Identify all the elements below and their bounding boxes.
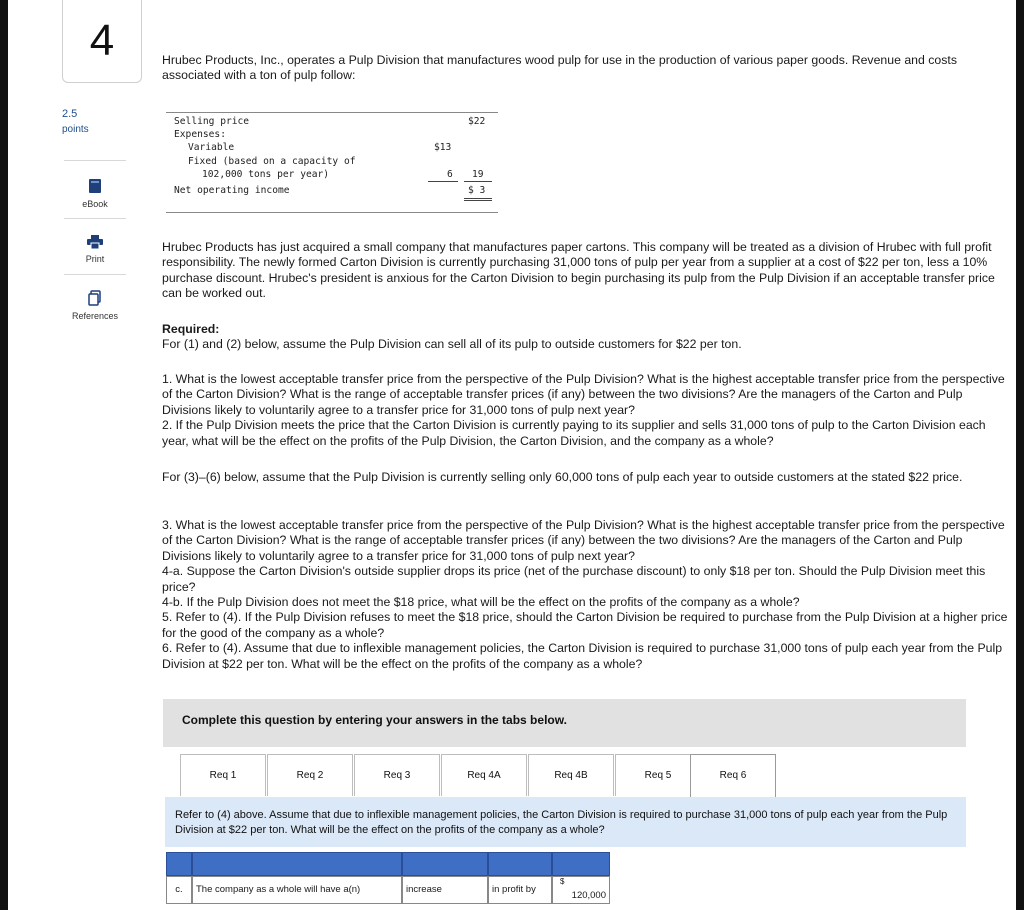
selling-price-label: Selling price — [174, 116, 250, 127]
subtotal-rule — [464, 181, 492, 182]
fixed-label-line2: 102,000 tons per year) — [202, 169, 330, 180]
question-5: 5. Refer to (4). If the Pulp Division refuses to meet the $18 price, should the Carton Division be required to purchase from the Pulp Division at a higher price for the good of the company as a whole? — [162, 610, 1008, 640]
required-intro-2: For (3)–(6) below, assume that the Pulp Division is currently selling only 60,000 tons of pulp each year to outside customers at the stated $22 price. — [162, 470, 963, 484]
net-income-label: Net operating income — [174, 185, 290, 196]
tab-req-4b[interactable]: Req 4B — [528, 754, 614, 796]
amount-input[interactable] — [552, 876, 610, 904]
subtotal-rule — [428, 181, 458, 182]
fixed-value: 6 — [447, 169, 453, 180]
required-title: Required: — [162, 322, 220, 336]
references-icon — [88, 290, 102, 306]
total-expenses-value: 19 — [472, 169, 484, 180]
tab-req-2[interactable]: Req 2 — [267, 754, 353, 796]
sidebar-divider — [64, 274, 126, 275]
print-button[interactable] — [64, 235, 126, 264]
points-value: 2.5 — [62, 108, 78, 120]
tab-req-5[interactable]: Req 5 — [615, 754, 701, 796]
questions-part1 — [162, 372, 1012, 449]
header-cell — [552, 852, 610, 876]
questions-part2 — [162, 518, 1012, 672]
answer-row-label: c. — [166, 876, 192, 904]
ebook-button[interactable] — [64, 178, 126, 209]
question-4b: 4-b. If the Pulp Division does not meet the $18 price, what will be the effect on the profits of the company as a whole? — [162, 595, 800, 610]
tab-req-4a[interactable]: Req 4A — [441, 754, 527, 796]
selling-price-value: $22 — [468, 116, 486, 127]
scenario-text: Hrubec Products has just acquired a small company that manufactures paper cartons. This company will be treated as a division of Hrubec with full profit responsibility. The newly formed Carton Division is currently purchasing 31,000 tons of pulp per year from a supplier at a cost of $22 per ton, less a 10% purchase discount. Hrubec's president is anxious for the Carton Division to begin purchasing its pulp from the Pulp Division if an acceptable transfer price can be worked out. — [162, 240, 995, 301]
required-intro: For (1) and (2) below, assume the Pulp Division can sell all of its pulp to outside customers for $22 per ton. — [162, 337, 742, 352]
header-cell — [402, 852, 488, 876]
required-section — [162, 322, 1012, 353]
question-2: 2. If the Pulp Division meets the price that the Carton Division is currently paying to its supplier and sells 31,000 tons of pulp to the Carton Division each year, what will be the effect on the profits of the Pulp Division, the Carton Division, and the company as a whole? — [162, 418, 986, 448]
header-cell — [192, 852, 402, 876]
financial-table — [166, 112, 498, 213]
total-double-rule — [464, 198, 492, 199]
question-1: 1. What is the lowest acceptable transfer price from the perspective of the Pulp Division? What is the highest acceptable transfer price from the perspective of the Carton Division? What is the range of acceptable transfer prices (if any) between the two divisions? Are the managers of the Carton and Pulp Divisions likely to voluntarily agree to a transfer price for 31,000 tons of pulp next year? — [162, 372, 1005, 417]
tab-req-1[interactable]: Req 1 — [180, 754, 266, 796]
variable-value: $13 — [434, 142, 452, 153]
amount-value: 120,000 — [571, 890, 606, 901]
answer-statement: The company as a whole will have a(n) — [192, 876, 402, 904]
tab-req-3[interactable]: Req 3 — [354, 754, 440, 796]
sidebar-divider — [64, 160, 126, 161]
question-3: 3. What is the lowest acceptable transfer price from the perspective of the Pulp Division? What is the highest acceptable transfer price from the perspective of the Carton Division? What is the range of acceptable transfer prices (if any) between the two divisions? Are the managers of the Carton and Pulp Divisions likely to voluntarily agree to a transfer price for 31,000 tons of pulp next year? — [162, 518, 1005, 563]
total-double-rule — [464, 200, 492, 201]
expenses-label: Expenses: — [174, 129, 226, 140]
instructions-text: Complete this question by entering your answers in the tabs below. — [182, 713, 567, 727]
print-label: Print — [85, 254, 105, 264]
header-cell — [166, 852, 192, 876]
answer-table-header — [166, 852, 610, 878]
question-6: 6. Refer to (4). Assume that due to inflexible management policies, the Carton Division is required to purchase 31,000 tons of pulp each year from the Pulp Division at $22 per ton. What will be the effect on the profits of the company as a whole? — [162, 641, 1003, 671]
ebook-label: eBook — [82, 199, 108, 209]
right-frame-edge — [1016, 0, 1024, 910]
variable-label: Variable — [188, 142, 235, 153]
question-number: 4 — [62, 0, 142, 83]
currency-symbol: $ — [560, 877, 565, 886]
header-cell — [488, 852, 552, 876]
tab-prompt-panel — [165, 797, 966, 847]
table-top-rule — [166, 112, 498, 113]
printer-icon — [87, 235, 103, 249]
tab-prompt-text: Refer to (4) above. Assume that due to inflexible management policies, the Carton Division is required to purchase 31,000 tons of pulp each year from the Pulp Division at $22 per ton. What will be the effect on the profits of the company as a whole? — [175, 809, 948, 836]
references-label: References — [71, 311, 119, 321]
tab-req-6[interactable]: Req 6 — [690, 754, 776, 798]
fixed-label-line1: Fixed (based on a capacity of — [188, 156, 356, 167]
references-button[interactable] — [64, 290, 126, 321]
points-label: points — [62, 124, 89, 135]
answer-suffix: in profit by — [488, 876, 552, 904]
left-frame-edge — [0, 0, 8, 910]
net-income-value: $ 3 — [468, 185, 486, 196]
book-icon — [88, 178, 102, 194]
instructions-bar — [163, 699, 966, 747]
effect-dropdown[interactable]: increase — [402, 876, 488, 904]
question-4a: 4-a. Suppose the Carton Division's outside supplier drops its price (net of the purchase discount) to only $18 per ton. Should the Pulp Division meet this price? — [162, 564, 986, 594]
answer-row — [166, 876, 610, 904]
sidebar-divider — [64, 218, 126, 219]
problem-intro: Hrubec Products, Inc., operates a Pulp Division that manufactures wood pulp for use in the production of various paper goods. Revenue and costs associated with a ton of pulp follow: — [162, 53, 957, 82]
